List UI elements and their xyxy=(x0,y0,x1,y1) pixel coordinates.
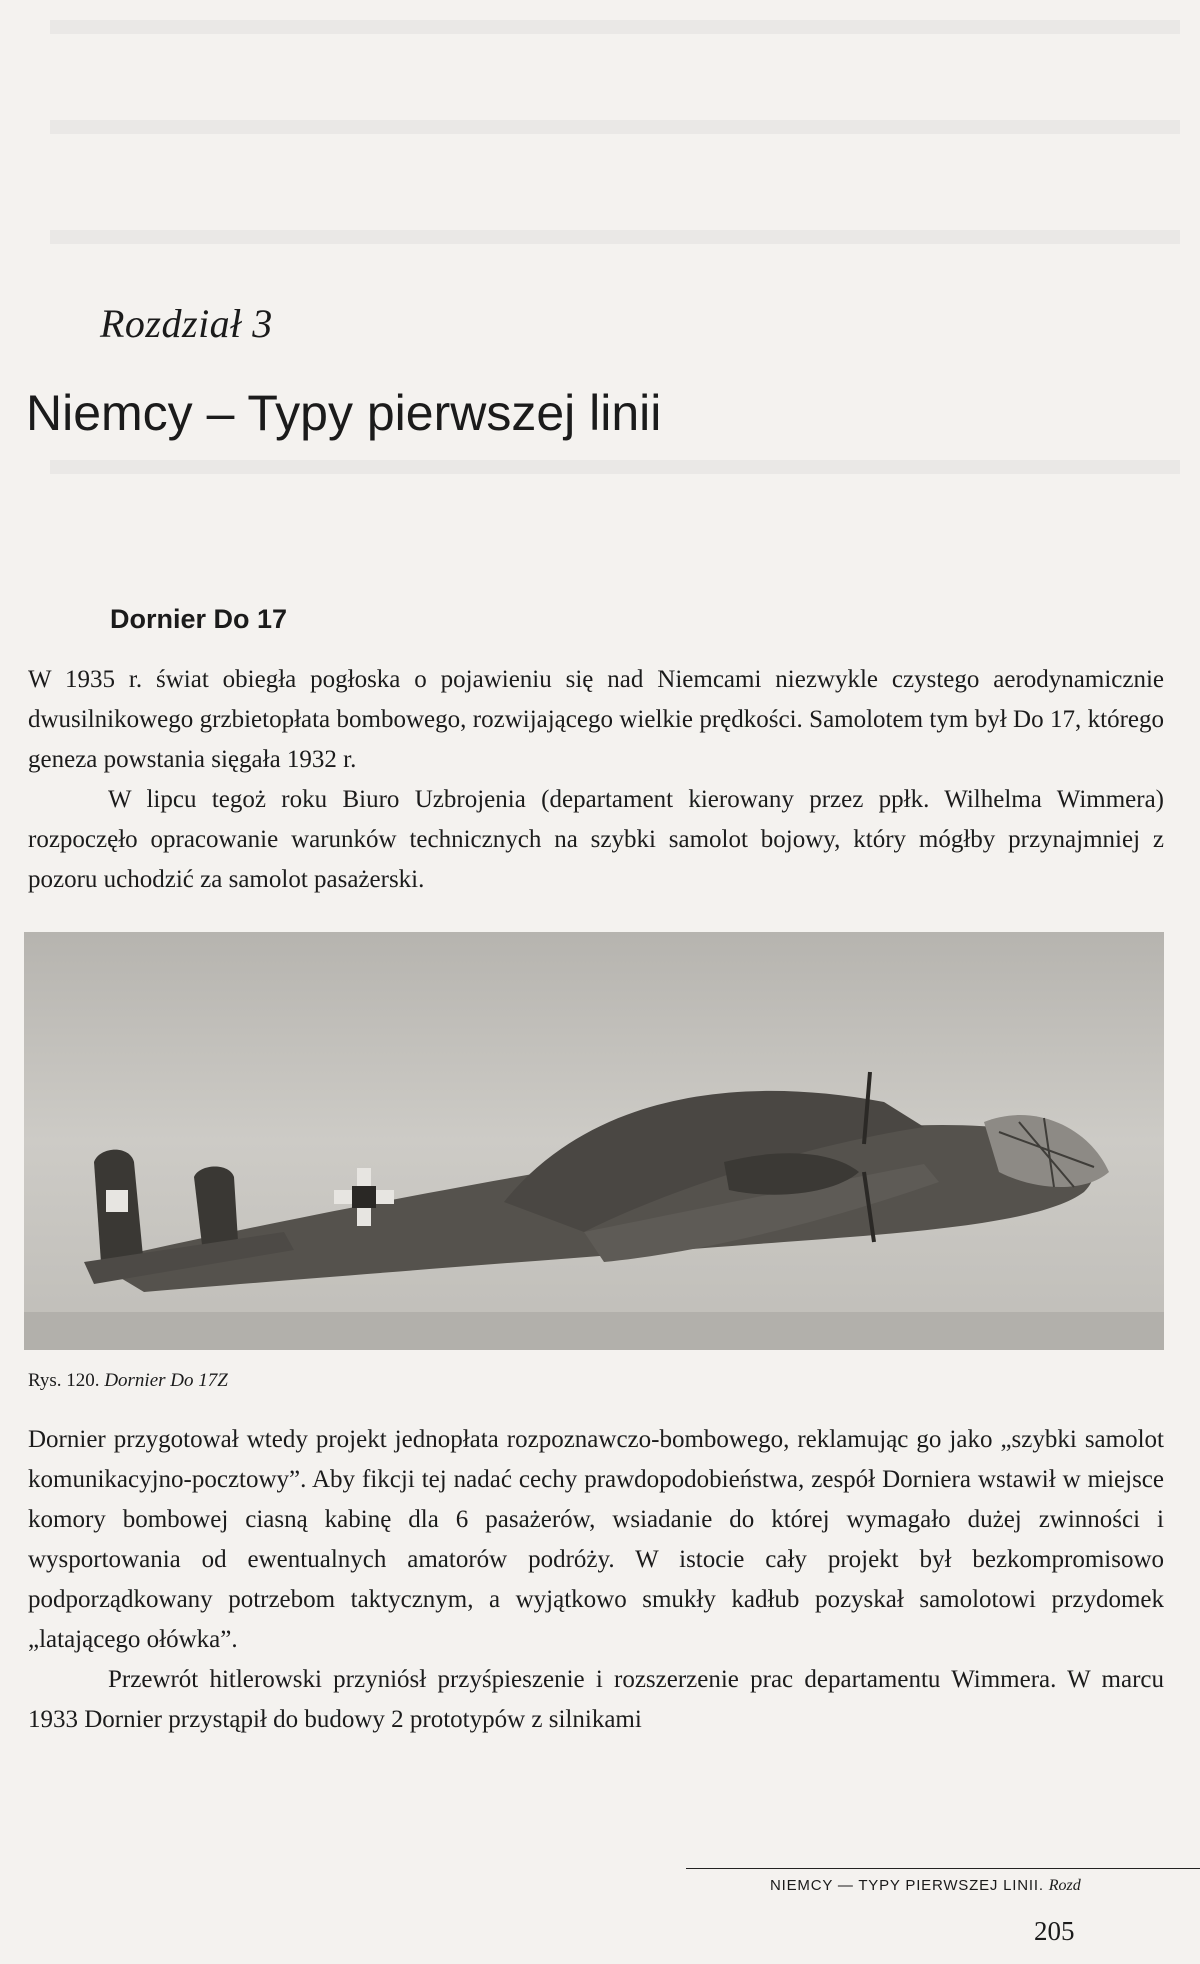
figure-number: Rys. 120. xyxy=(28,1370,100,1391)
body-text-top xyxy=(28,660,1164,900)
paragraph: W lipcu tegoż roku Biuro Uzbrojenia (departament kierowany przez ppłk. Wilhelma Wimmera) rozpoczęło opracowanie warunków technicznych na szybki samolot bojowy, który mógłby przynajmniej z pozoru uchodzić za samolot pasażerski. xyxy=(28,786,1164,893)
figure-title: Dornier Do 17Z xyxy=(104,1370,228,1391)
paragraph: W 1935 r. świat obiegła pogłoska o pojawieniu się nad Niemcami niezwykle czystego aerodynamicznie dwusilnikowego grzbietopłata bombowego, rozwijającego wielkie prędkości. Samolotem tym był Do 17, którego geneza powstania sięgała 1932 r. xyxy=(28,666,1164,773)
paragraph: Przewrót hitlerowski przyniósł przyśpieszenie i rozszerzenie prac departamentu Wimmera. W marcu 1933 Dornier przystąpił do budowy 2 prototypów z silnikami xyxy=(28,1666,1164,1733)
aircraft-photo xyxy=(24,932,1164,1350)
chapter-title: Niemcy – Typy pierwszej linii xyxy=(26,385,662,441)
bleed-through-line xyxy=(50,230,1180,244)
section-heading: Dornier Do 17 xyxy=(110,604,288,634)
bleed-through-line xyxy=(50,120,1180,134)
body-text-bottom xyxy=(28,1420,1164,1740)
bleed-through-line xyxy=(50,20,1180,34)
bleed-through-line xyxy=(50,460,1180,474)
chapter-label: Rozdział 3 xyxy=(100,301,273,346)
dornier-do17-photo-illustration xyxy=(24,932,1164,1350)
running-head xyxy=(686,1868,1200,1895)
paragraph: Dornier przygotował wtedy projekt jednopłata rozpoznawczo-bombowego, reklamując go jako „szybki samolot komunikacyjno-pocztowy”. Aby fikcji tej nadać cechy prawdopodobieństwa, zespół Dorniera wstawił w miejsce komory bombowej ciasną kabinę dla 6 pasażerów, wsiadanie do której wymagało dużej zwinności i wysportowania od ewentualnych amatorów podróży. W istocie cały projekt był bezkompromisowo podporządkowany potrzebom taktycznym, a wyjątkowo smukły kadłub pozyskał samolotowi przydomek „latającego ołówka”. xyxy=(28,1426,1164,1653)
running-head-text: NIEMCY — TYPY PIERWSZEJ LINII. xyxy=(770,1877,1049,1894)
figure-caption xyxy=(28,1370,228,1392)
page-number: 205 xyxy=(1034,1916,1075,1946)
running-head-tail: Rozd xyxy=(1048,1877,1081,1894)
